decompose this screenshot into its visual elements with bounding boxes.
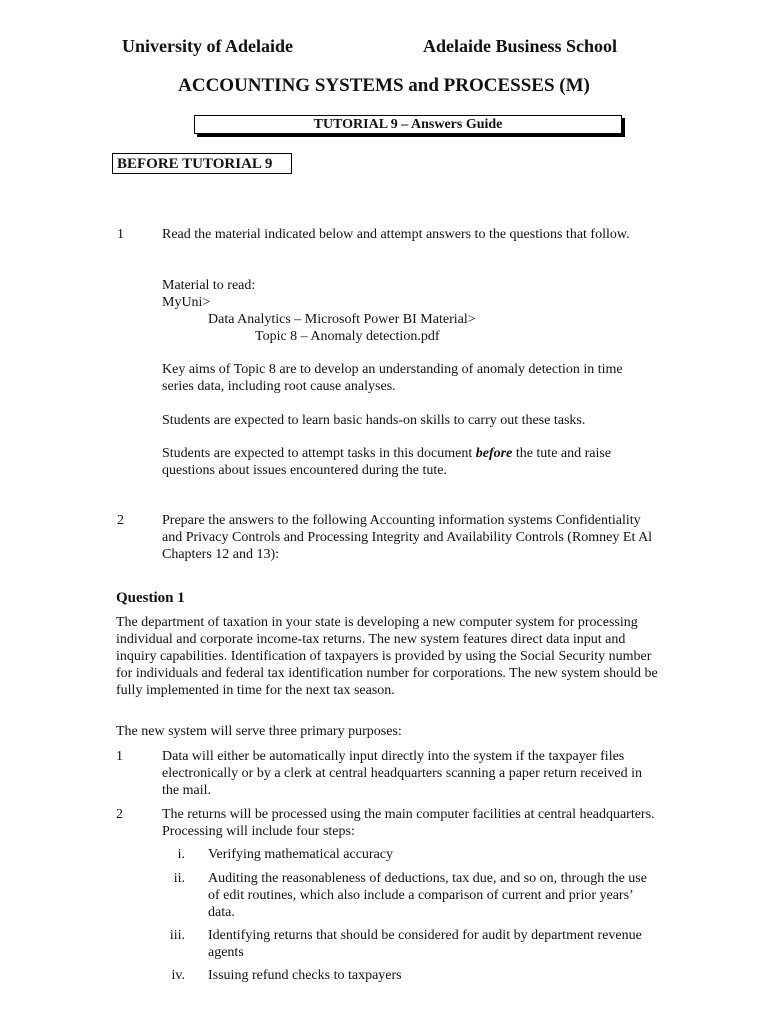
course-title: ACCOUNTING SYSTEMS and PROCESSES (M) <box>178 75 590 96</box>
attempt-text-post: the tute and raise questions about issues encountered during the tute. <box>162 446 612 478</box>
step-text: Issuing refund checks to taxpayers <box>208 968 402 983</box>
tutorial-title-box: TUTORIAL 9 – Answers Guide <box>194 115 622 134</box>
attempt-text-pre: Students are expected to attempt tasks in this document <box>162 446 476 461</box>
material-path-file: Topic 8 – Anomaly detection.pdf <box>255 329 440 344</box>
point-text: The returns will be processed using the main computer facilities at central headquarters. Processing will include four steps: <box>162 807 655 839</box>
question-1-para-1: The department of taxation in your state is developing a new computer system for processing individual and corporate income-tax returns. The new system features direct data input and inquiry capabilities. Identification of taxpayers is provided by using the Social Security number for individuals and federal tax identification number for corporations. The new system should be fully implemented in time for the next tax season. <box>116 615 658 698</box>
item2-text: Prepare the answers to the following Accounting information systems Confidentiality and Privacy Controls and Processing Integrity and Availability Controls (Romney Et Al Chapters 12 and 13): <box>162 513 653 562</box>
step-text: Verifying mathematical accuracy <box>208 847 394 862</box>
step-number: i. <box>177 847 185 862</box>
point-number: 1 <box>116 749 123 764</box>
skills-note: Students are expected to learn basic hands-on skills to carry out these tasks. <box>162 413 586 428</box>
question-1-para-2: The new system will serve three primary purposes: <box>116 724 402 739</box>
attempt-note <box>162 445 652 479</box>
attempt-emphasis: before <box>475 446 513 461</box>
before-tutorial-box: BEFORE TUTORIAL 9 <box>112 153 292 174</box>
material-path-myuni: MyUni> <box>162 295 211 310</box>
point-number: 2 <box>116 807 123 822</box>
point-text: Data will either be automatically input directly into the system if the taxpayer files electronically or by a clerk at central headquarters scanning a paper return received in the mail. <box>162 749 643 798</box>
item-number-1: 1 <box>117 227 124 242</box>
step-number: iv. <box>171 968 185 983</box>
step-text: Identifying returns that should be considered for audit by department revenue agents <box>208 928 642 960</box>
topic-aims: Key aims of Topic 8 are to develop an understanding of anomaly detection in time series data, including root cause analyses. <box>162 362 623 394</box>
school-name: Adelaide Business School <box>423 36 618 56</box>
step-number: iii. <box>169 928 185 943</box>
material-path-folder: Data Analytics – Microsoft Power BI Material> <box>208 312 476 327</box>
item-number-2: 2 <box>117 513 124 528</box>
university-name: University of Adelaide <box>122 36 293 56</box>
material-label: Material to read: <box>162 278 256 293</box>
step-number: ii. <box>173 871 185 886</box>
item1-intro: Read the material indicated below and attempt answers to the questions that follow. <box>162 227 630 242</box>
step-text: Auditing the reasonableness of deductions, tax due, and so on, through the use of edit routines, which also include a comparison of current and prior years’ data. <box>208 871 647 920</box>
question-1-heading: Question 1 <box>116 590 185 606</box>
